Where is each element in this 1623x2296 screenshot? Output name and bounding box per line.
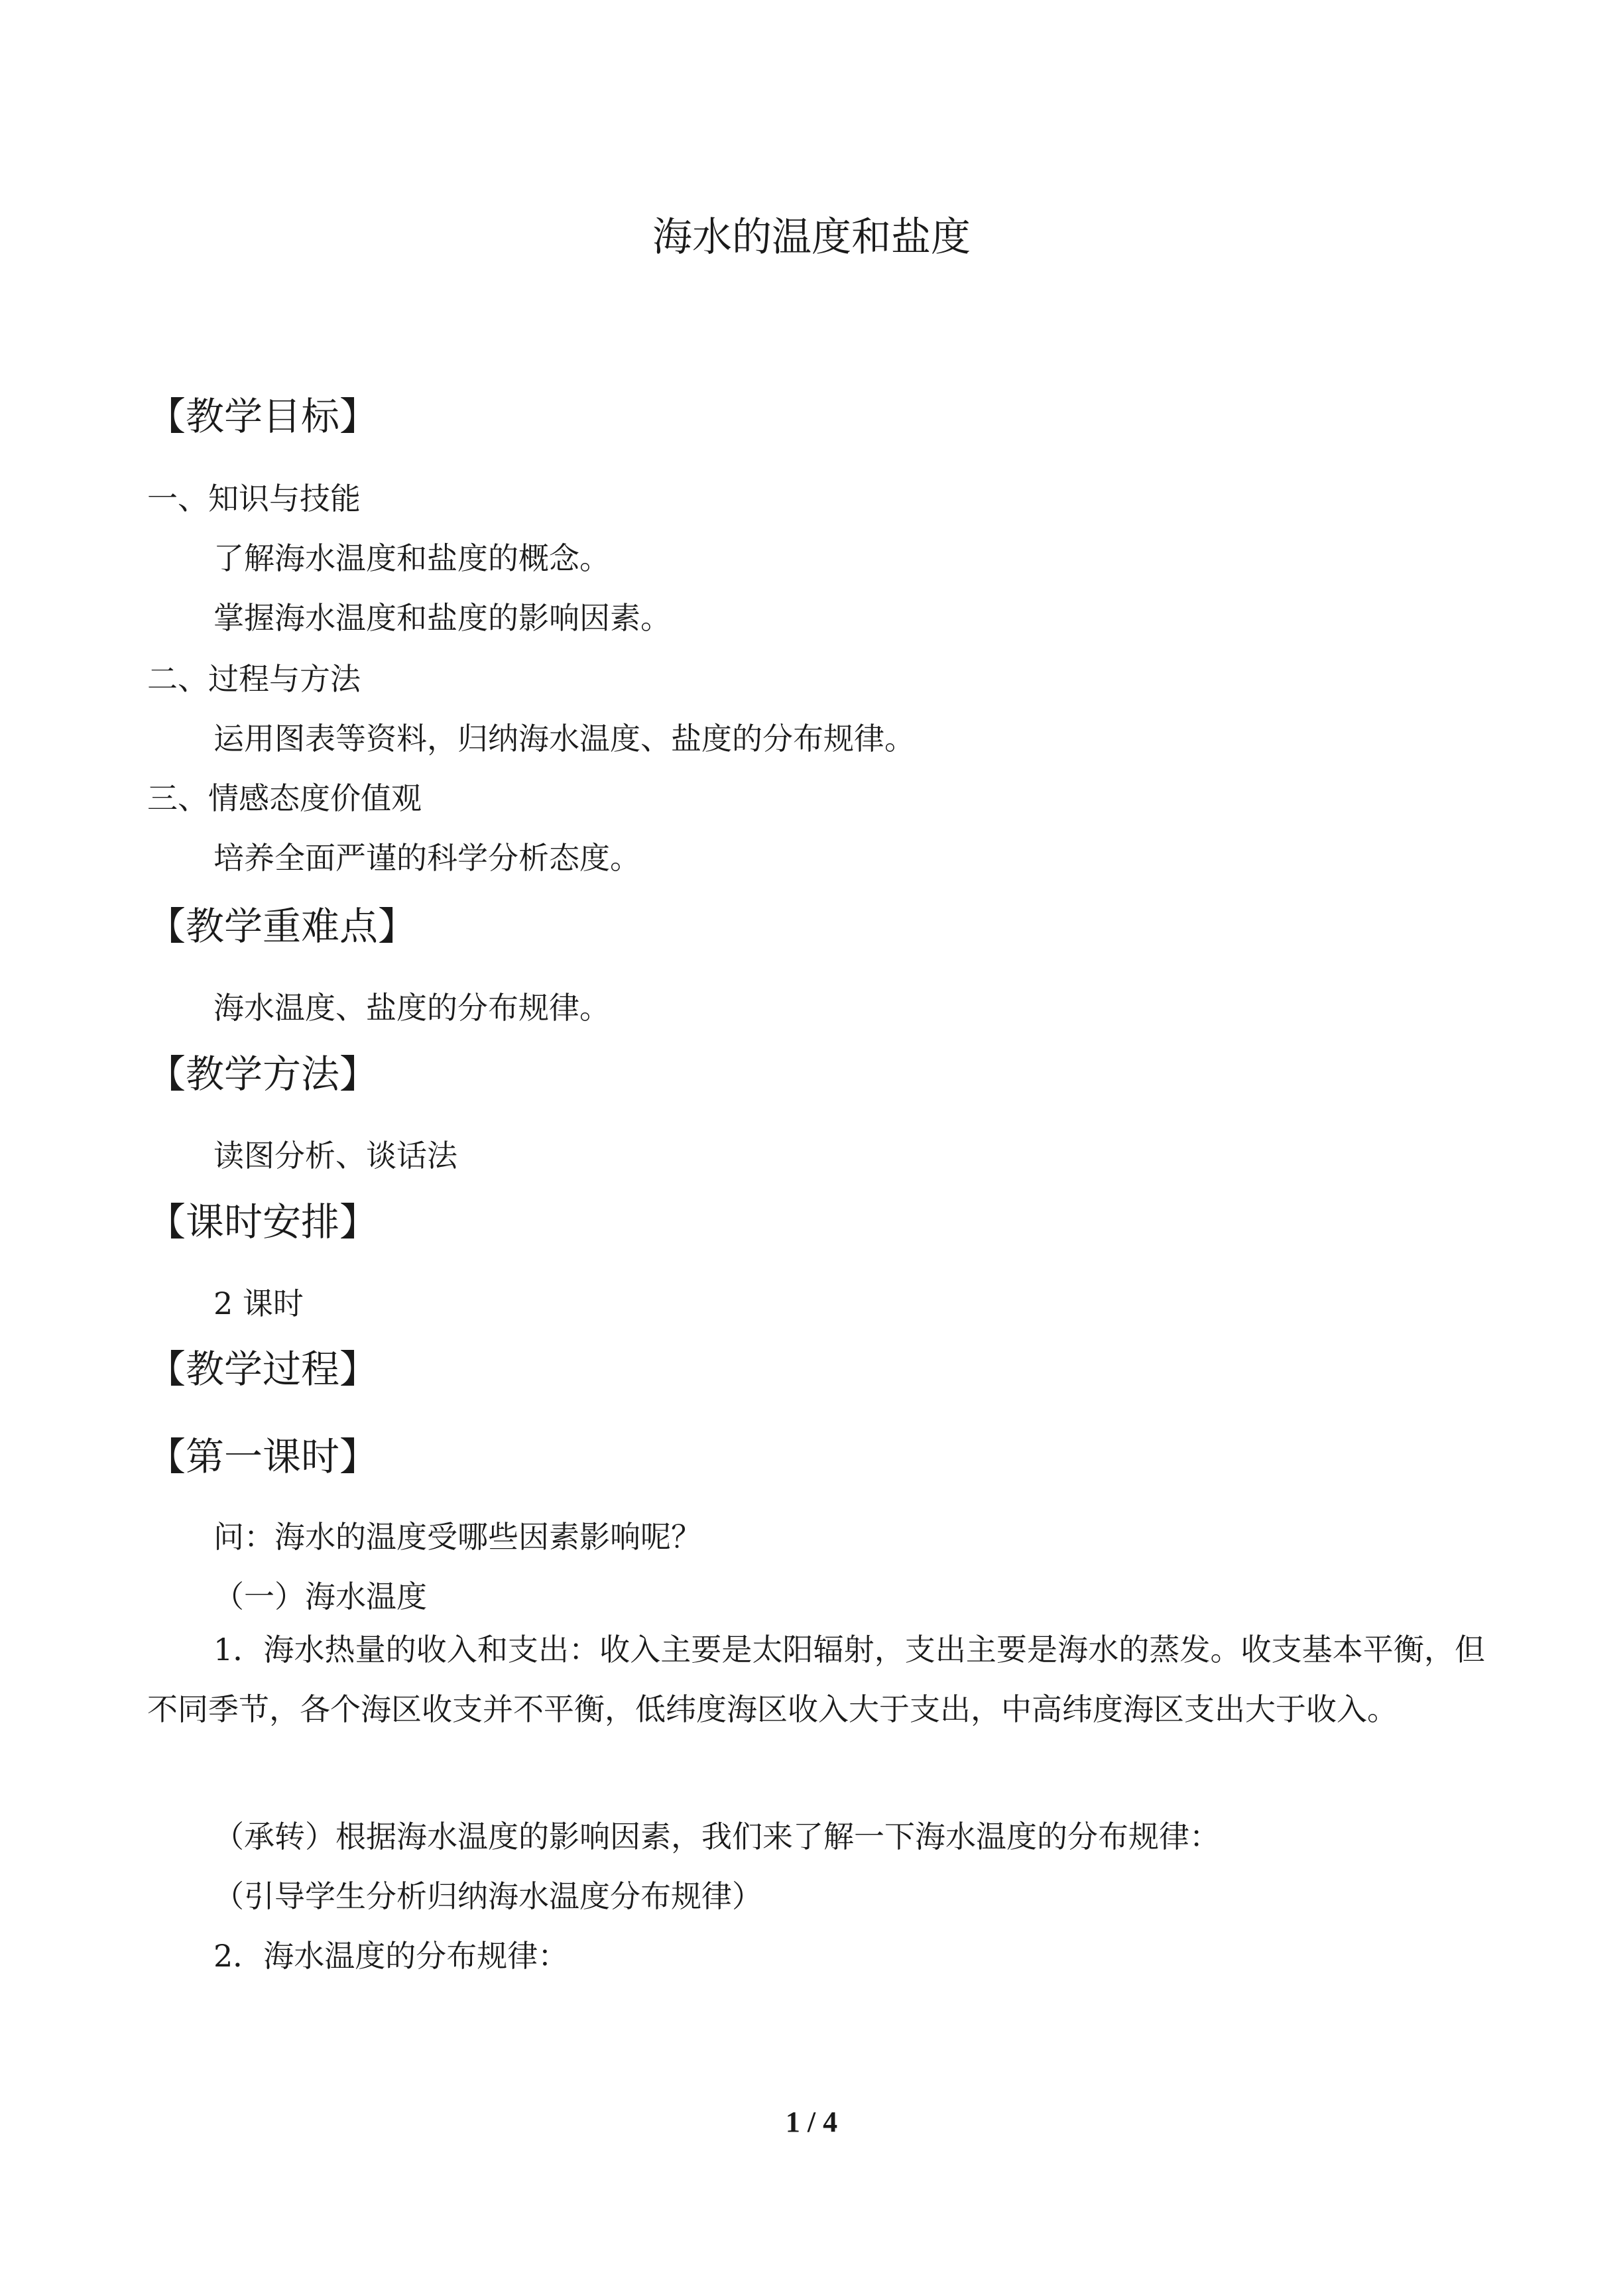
objective-label-attitude: 三、情感态度价值观 xyxy=(147,780,422,816)
lesson1-paragraph-heat-budget: 1．海水热量的收入和支出：收入主要是太阳辐射，支出主要是海水的蒸发。收支基本平衡，但不同季节，各个海区收支并不平衡，低纬度海区收入大于支出，中高纬度海区支出大于收入。 xyxy=(147,1632,1485,1727)
objective-line: 运用图表等资料，归纳海水温度、盐度的分布规律。 xyxy=(213,721,915,756)
objective-line: 培养全面严谨的科学分析态度。 xyxy=(213,840,640,876)
lesson1-paragraph-distribution: 2．海水温度的分布规律： xyxy=(213,1938,569,1974)
document-title: 海水的温度和盐度 xyxy=(652,214,971,261)
section-heading-methods: 【教学方法】 xyxy=(147,1052,379,1097)
lesson1-question: 问：海水的温度受哪些因素影响呢？ xyxy=(213,1519,701,1555)
section-heading-objectives: 【教学目标】 xyxy=(147,394,379,439)
section-heading-lesson1: 【第一课时】 xyxy=(147,1434,379,1479)
section-heading-key-points: 【教学重难点】 xyxy=(147,904,417,949)
lesson1-transition: （承转）根据海水温度的影响因素，我们来了解一下海水温度的分布规律： xyxy=(213,1819,1220,1854)
objective-label-process: 二、过程与方法 xyxy=(147,661,361,697)
lesson1-subheading: （一）海水温度 xyxy=(213,1579,427,1614)
key-points-text: 海水温度、盐度的分布规律。 xyxy=(213,990,610,1026)
methods-text: 读图分析、谈话法 xyxy=(213,1138,457,1174)
section-heading-schedule: 【课时安排】 xyxy=(147,1199,379,1244)
schedule-text: 2 课时 xyxy=(213,1286,304,1321)
section-heading-process: 【教学过程】 xyxy=(147,1347,379,1392)
objective-label-knowledge: 一、知识与技能 xyxy=(147,481,361,516)
objective-line: 了解海水温度和盐度的概念。 xyxy=(213,540,610,576)
page-indicator: 1 / 4 xyxy=(785,2106,838,2138)
lesson1-guide: （引导学生分析归纳海水温度分布规律） xyxy=(213,1878,762,1914)
objective-line: 掌握海水温度和盐度的影响因素。 xyxy=(213,600,671,636)
